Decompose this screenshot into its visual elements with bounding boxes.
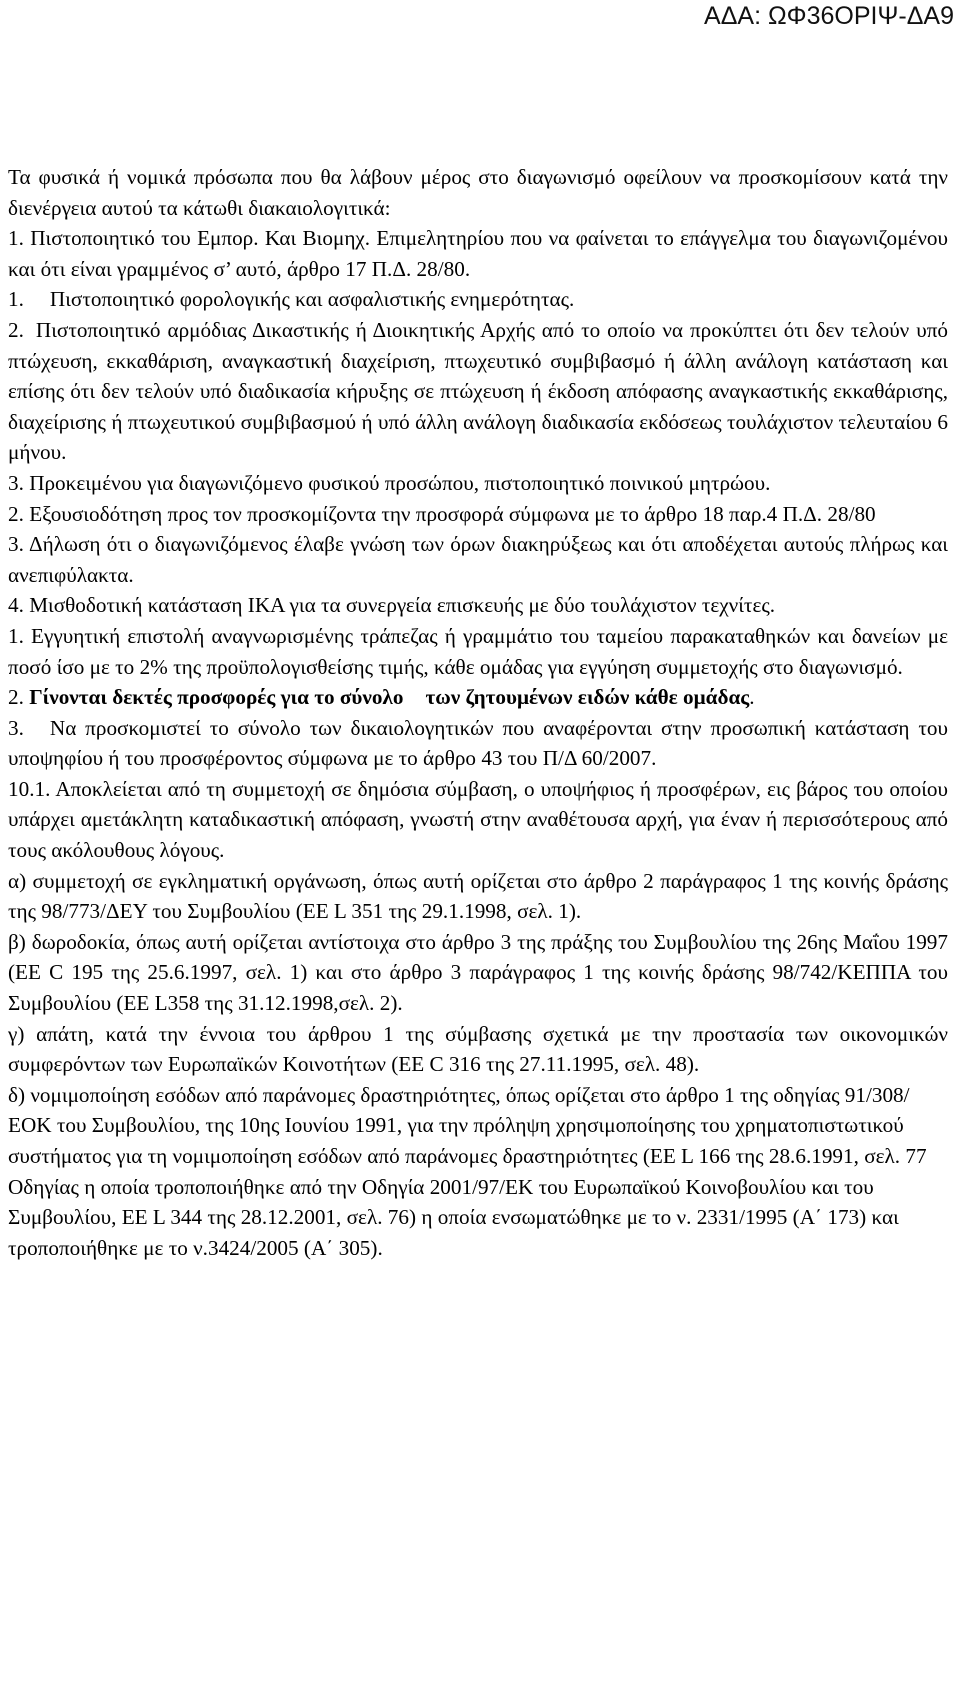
exclusion-money-laundering: δ) νομιμοποίηση εσόδων από παράνομες δραστηριότητες, όπως ορίζεται στο άρθρο 1 της οδηγίας 91/308/ ΕΟΚ του Συμβουλίου, της 10ης Ιουνίου 1991, για την πρόληψη χρησιμοποίησης του χρηματοπιστωτικού συστήματος για τη νομιμοποίηση εσόδων από παράνομες δραστηριότητες (ΕΕ L 166 της 28.6.1991, σελ. 77 Οδηγίας η οποία τροποποιήθηκε από την Οδηγία 2001/97/ΕΚ του Ευρωπαϊκού Κοινοβουλίου και του Συμβουλίου, ΕΕ L 344 της 28.12.2001, σελ. 76) η οποία ενσωματώθηκε με το ν. 2331/1995 (Α΄ 173) και τροποποιήθηκε με το ν.3424/2005 (Α΄ 305). [8,1082,927,1260]
item-criminal-record: 3. Προκειμένου για διαγωνιζόμενο φυσικού προσώπου, πιστοποιητικό ποινικού μητρώου. [8,470,771,495]
item-text: Πιστοποιητικό φορολογικής και ασφαλιστικής ενημερότητας. [49,287,575,312]
item-court-certificate [8,315,948,468]
item-supporting-documents [8,713,948,774]
exclusion-fraud: γ) απάτη, κατά την έννοια του άρθρου 1 της σύμβασης σχετικά με την προστασία των οικονομικών συμφερόντων των Ευρωπαϊκών Κοινοτήτων (ΕΕ C 316 της 27.11.1995, σελ. 48). [8,1021,948,1077]
exclusion-bribery: β) δωροδοκία, όπως αυτή ορίζεται αντίστοιχα στο άρθρο 3 της πράξης του Συμβουλίου της 26ης Μαΐου 1997 (ΕΕ C 195 της 25.6.1997, σελ. 1) και στο άρθρο 3 παράγραφος 1 της κοινής δράσης 98/742/ΚΕΠΠΑ του Συμβουλίου (ΕΕ L358 της 31.12.1998,σελ. 2). [8,929,948,1016]
exclusion-paragraph: 10.1. Αποκλείεται από τη συμμετοχή σε δημόσια σύμβαση, ο υποψήφιος ή προσφέρων, εις βάρος του οποίου υπάρχει αμετάκλητη καταδικαστική απόφαση, γνωστή στην αναθέτουσα αρχή, για έναν ή περισσότερους από τους ακόλουθους λόγους. [8,776,948,863]
document-body [8,162,948,1263]
punctuation: . [749,685,755,710]
item-number: 1. [8,287,24,312]
item-declaration: 3. Δήλωση ότι ο διαγωνιζόμενος έλαβε γνώση των όρων διακηρύξεως και ότι αποδέχεται αυτούς πλήρως και ανεπιφύλακτα. [8,532,948,587]
item-offers-accepted [8,682,948,713]
bold-text: των ζητουμένων ειδών κάθε ομάδας [425,685,750,710]
ada-header: ΑΔΑ: ΩΦ36ΟΡΙΨ-ΔΑ9 [704,2,954,30]
intro-paragraph: Τα φυσικά ή νομικά πρόσωπα που θα λάβουν μέρος στο διαγωνισμό οφείλουν να προσκομίσουν κατά την διενέργεια αυτού τα κάτωθι διακαιολογιτικά: [8,165,948,220]
exclusion-criminal-organization: α) συμμετοχή σε εγκληματική οργάνωση, όπως αυτή ορίζεται στο άρθρο 2 παράγραφος 1 της κοινής δράσης της 98/773/ΔΕΥ του Συμβουλίου (ΕΕ L 351 της 29.1.1998, σελ. 1). [8,868,948,924]
item-number: 3. [8,715,24,740]
item-chamber-certificate: 1. Πιστοποιητικό του Εμπορ. Και Βιομηχ. Επιμελητηρίου που να φαίνεται το επάγγελμα του διαγωνιζομένου και ότι είναι γραμμένος σ’ αυτό, άρθρο 17 Π.Δ. 28/80. [8,226,948,281]
bold-text: Γίνονται δεκτές προσφορές για το σύνολο [29,685,404,710]
item-guarantee-letter: 1. Εγγυητική επιστολή αναγνωρισμένης τράπεζας ή γραμμάτιο του ταμείου παρακαταθηκών και δανείων με ποσό ίσο με το 2% της προϋπολογισθείσης τιμής, κάθε ομάδας για εγγύηση συμμετοχής στο διαγωνισμό. [8,623,948,679]
item-text: Πιστοποιητικό αρμόδιας Δικαστικής ή Διοικητικής Αρχής από το οποίο να προκύπτει ότι δεν τελούν υπό πτώχευση, εκκαθάριση, αναγκαστική διαχείριση, πτωχευτικό συμβιβασμό ή άλλη ανάλογη κατάσταση και επίσης ότι δεν τελούν υπό διαδικασία κήρυξης σε πτώχευση ή έκδοση απόφασης αναγκαστικής εκκαθάρισης, διαχείρισης ή πτωχευτικού συμβιβασμού ή υπό άλλη ανάλογη διαδικασία εκδόσεως τουλάχιστον τελευταίου 6 μήνου. [8,317,948,465]
item-text: Να προσκομιστεί το σύνολο των δικαιολογητικών που αναφέρονται στην προσωπική κατάσταση του υποψηφίου ή του προσφέροντος σύμφωνα με το άρθρο 43 του Π/Δ 60/2007. [8,715,948,771]
item-payroll: 4. Μισθοδοτική κατάσταση ΙΚΑ για τα συνεργεία επισκευής με δύο τουλάχιστον τεχνίτες. [8,593,776,618]
item-number: 2. [8,317,24,342]
item-authorization: 2. Εξουσιοδότηση προς τον προσκομίζοντα την προσφορά σύμφωνα με το άρθρο 18 παρ.4 Π.Δ. 28/80 [8,501,876,526]
item-number: 2. [8,685,24,710]
item-tax-certificate [8,284,948,315]
